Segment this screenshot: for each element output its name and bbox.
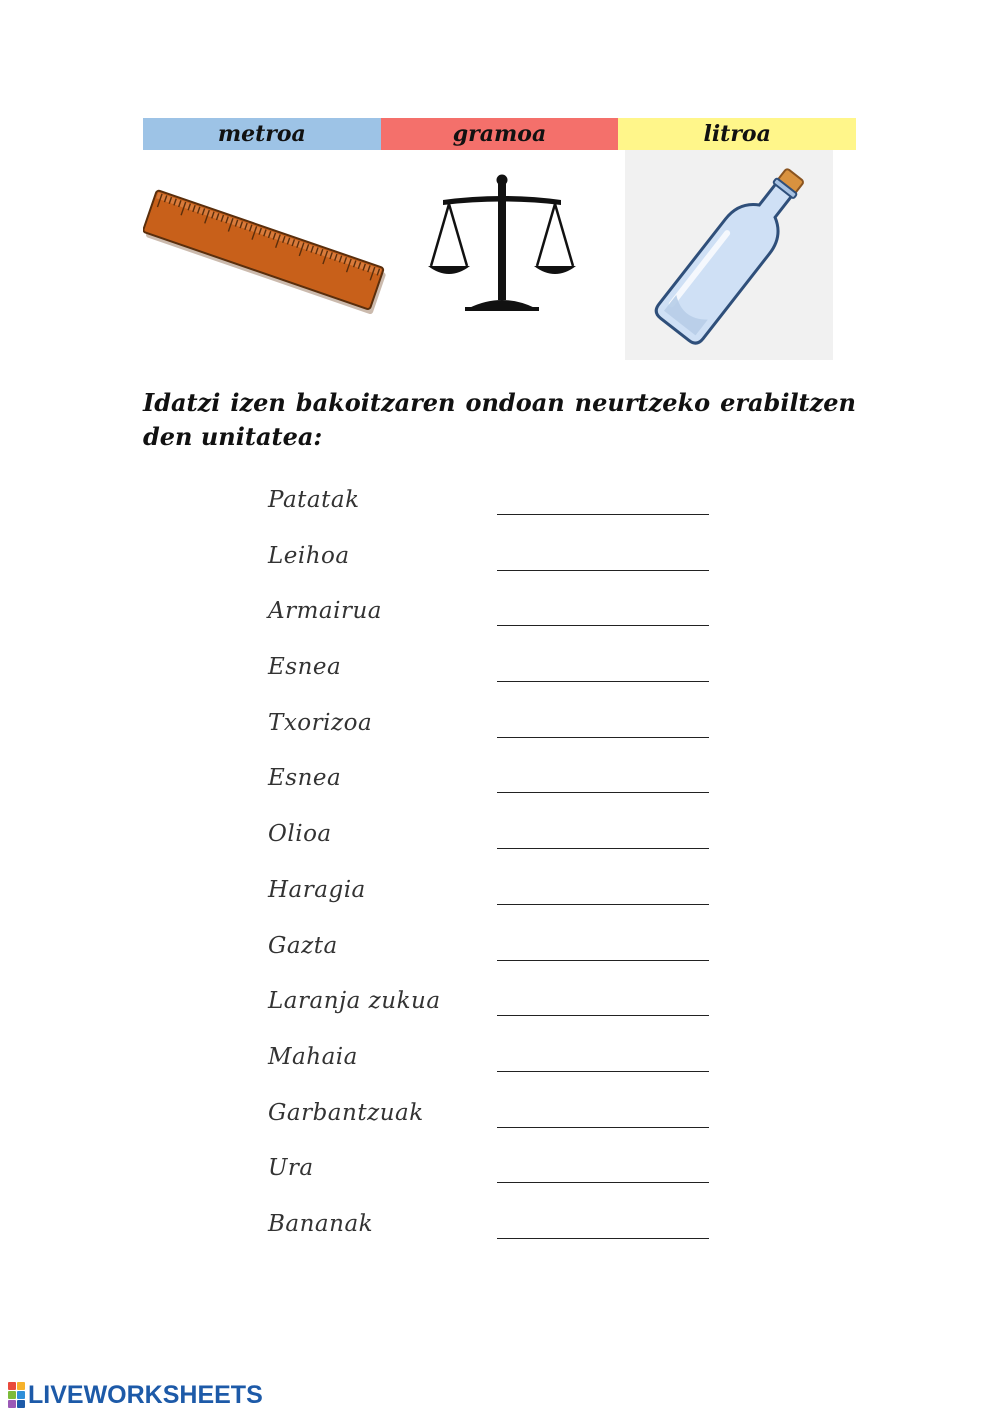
item-label: Txorizoa [268,709,373,736]
list-item [268,1209,728,1265]
item-label: Laranja zukua [268,988,441,1015]
answer-blank[interactable] [497,848,709,849]
list-item [268,652,728,708]
ruler-icon [143,168,393,318]
answer-blank[interactable] [497,514,709,515]
list-item [268,986,728,1042]
balance-scale-icon [425,168,580,318]
list-item [268,819,728,875]
answer-blank[interactable] [497,625,709,626]
list-item [268,596,728,652]
answer-blank[interactable] [497,960,709,961]
item-label: Patatak [268,487,360,513]
list-item [268,1153,728,1209]
footer-brand: LIVEWORKSHEETS [28,1380,263,1409]
unit-gram-cell: gramoa [381,118,619,150]
answer-blank[interactable] [497,737,709,738]
answer-blank[interactable] [497,1127,709,1128]
unit-liter-cell: litroa [618,118,856,150]
item-label: Olioa [268,821,332,848]
units-header [143,118,856,150]
list-item [268,875,728,931]
list-item [268,1042,728,1098]
item-label: Esnea [268,765,342,792]
answer-blank[interactable] [497,570,709,571]
list-item [268,1098,728,1154]
item-label: Bananak [268,1210,374,1237]
item-label: Garbantzuak [268,1099,424,1126]
answer-blank[interactable] [497,904,709,905]
item-label: Haragia [268,876,366,903]
unit-meter-cell: metroa [143,118,381,150]
instruction-text: Idatzi izen bakoitzaren ondoan neurtzeko erabiltzen den unitatea: [143,388,856,451]
answer-blank[interactable] [497,1182,709,1183]
bottle-icon [625,150,833,360]
answer-blank[interactable] [497,792,709,793]
answer-blank[interactable] [497,1071,709,1072]
item-label: Gazta [268,932,338,959]
list-item [268,708,728,764]
item-label: Esnea [268,654,342,681]
item-label: Mahaia [268,1043,358,1070]
item-label: Ura [268,1155,314,1182]
items-list [268,485,728,1265]
item-label: Armairua [268,598,383,625]
list-item [268,485,728,541]
list-item [268,541,728,597]
item-label: Leihoa [268,542,350,569]
liveworksheets-logo-icon [8,1382,25,1408]
bottle-image [625,150,833,360]
answer-blank[interactable] [497,681,709,682]
list-item [268,763,728,819]
footer [8,1380,263,1410]
answer-blank[interactable] [497,1015,709,1016]
list-item [268,931,728,987]
answer-blank[interactable] [497,1238,709,1239]
